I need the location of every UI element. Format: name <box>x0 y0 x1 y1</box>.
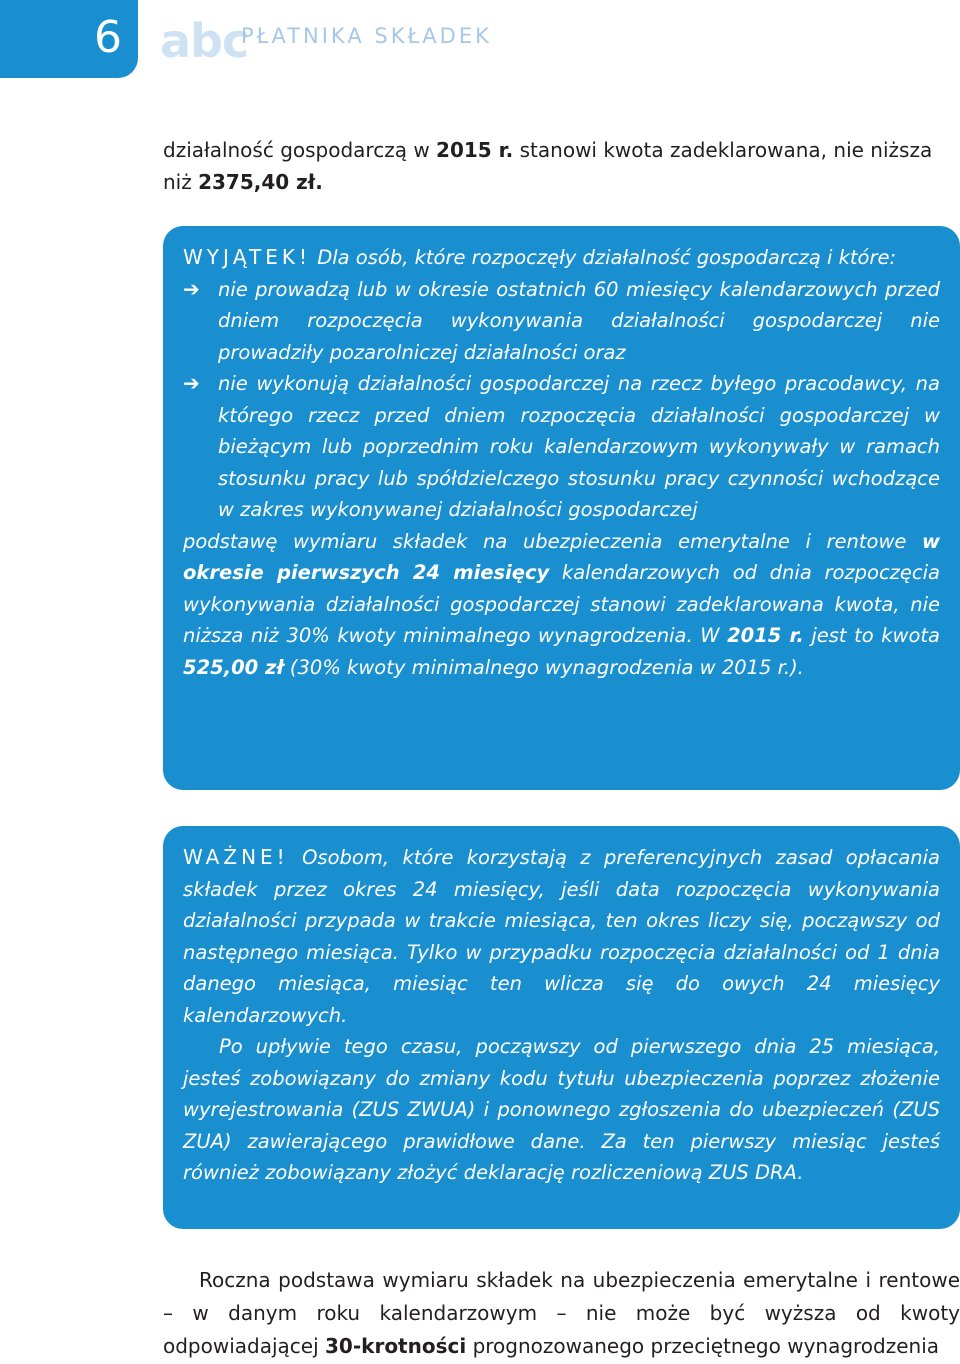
arrow-right-icon: ➔ <box>183 371 200 395</box>
bullet-text: nie prowadzą lub w okresie ostatnich 60 miesięcy kalendarzowych przed dniem rozpoczęcia wykonywania działalności gospodarczej nie prowadziły pozarolniczej działalności oraz <box>218 277 940 364</box>
exception-year-bold: 2015 r. <box>727 624 804 647</box>
bottom-text-1: Roczna podstawa wymiaru składek na ubezpieczenia emerytalne i rentowe – w danym roku kalendarzowym – nie może być wyższa od kwoty odpowiadającej <box>163 1268 960 1358</box>
page-header <box>0 0 960 80</box>
intro-amount: 2375,40 zł. <box>198 170 323 194</box>
bottom-text-2: prognozowanego przeciętnego wynagrodzenia <box>466 1334 940 1358</box>
list-item <box>183 274 940 369</box>
intro-year: 2015 r. <box>436 138 514 162</box>
important-box <box>163 826 960 1229</box>
section-title: PŁATNIKA SKŁADEK <box>241 24 492 48</box>
page-number-tab <box>0 0 138 78</box>
exception-amount-bold: 525,00 zł <box>183 655 284 679</box>
intro-paragraph <box>163 134 960 198</box>
exception-body-text-1: podstawę wymiaru składek na ubezpieczenia emerytalne i rentowe <box>183 529 922 553</box>
exception-lead-text: Dla osób, które rozpoczęły działalność gospodarczą i które: <box>311 246 897 269</box>
intro-text-2: stanowi kwota zadeklarowana, nie niższa niż <box>163 138 933 194</box>
exception-box <box>163 226 960 790</box>
exception-period-bold: w okresie pierwszych 24 miesięcy <box>183 529 940 584</box>
arrow-right-icon: ➔ <box>183 276 200 301</box>
exception-body-text-3: jest to kwota <box>803 624 940 647</box>
bottom-paragraph <box>163 1264 960 1363</box>
list-item <box>183 368 940 526</box>
bottom-bold: 30-krotności <box>325 1334 467 1358</box>
intro-text-1: działalność gospodarczą w <box>163 138 437 162</box>
important-label: WAŻNE! <box>183 845 289 869</box>
exception-body-text-2: kalendarzowych od dnia rozpoczęcia wykonywania działalności gospodarczej stanowi zadeklarowana kwota, nie niższa niż 30% kwoty minimalnego wynagrodzenia. W <box>183 561 940 647</box>
important-para-1 <box>183 842 940 1031</box>
page-number: 6 <box>94 12 122 63</box>
exception-lead <box>183 242 940 274</box>
important-para-2: Po upływie tego czasu, począwszy od pierwszego dnia 25 miesiąca, jesteś zobowiązany do zmiany kodu tytułu ubezpieczenia poprzez złożenie wyrejestrowania (ZUS ZWUA) i ponownego zgłoszenia do ubezpieczeń (ZUS ZUA) zawierającego prawidłowe dane. Za ten pierwszy miesiąc jesteś również zobowiązany złożyć deklarację rozliczeniową ZUS DRA. <box>183 1035 940 1184</box>
important-para-1-text: Osobom, które korzystają z preferencyjnych zasad opłacania składek przez okres 24 miesięcy, jeśli data rozpoczęcia wykonywania działalności przypada w trakcie miesiąca, ten okres liczy się, począwszy od następnego miesiąca. Tylko w przypadku rozpoczęcia działalności od 1 dnia danego miesiąca, miesiąc ten wlicza się do owych 24 miesięcy kalendarzowych. <box>183 846 940 1027</box>
exception-bullet-list <box>183 274 940 526</box>
bullet-text: nie wykonują działalności gospodarczej na rzecz byłego pracodawcy, na którego rzecz przed dniem rozpoczęcia działalności gospodarczej w bieżącym lub poprzednim roku kalendarzowym wykonywały w ramach stosunku pracy lub spółdzielczego stosunku pracy czynności wchodzące w zakres wykonywanej działalności gospodarczej <box>218 372 940 521</box>
exception-body-text-4: (30% kwoty minimalnego wynagrodzenia w 2015 r.). <box>283 655 804 679</box>
exception-body <box>183 526 940 684</box>
exception-label: WYJĄTEK! <box>183 245 312 269</box>
abc-logo: abc <box>160 14 249 68</box>
